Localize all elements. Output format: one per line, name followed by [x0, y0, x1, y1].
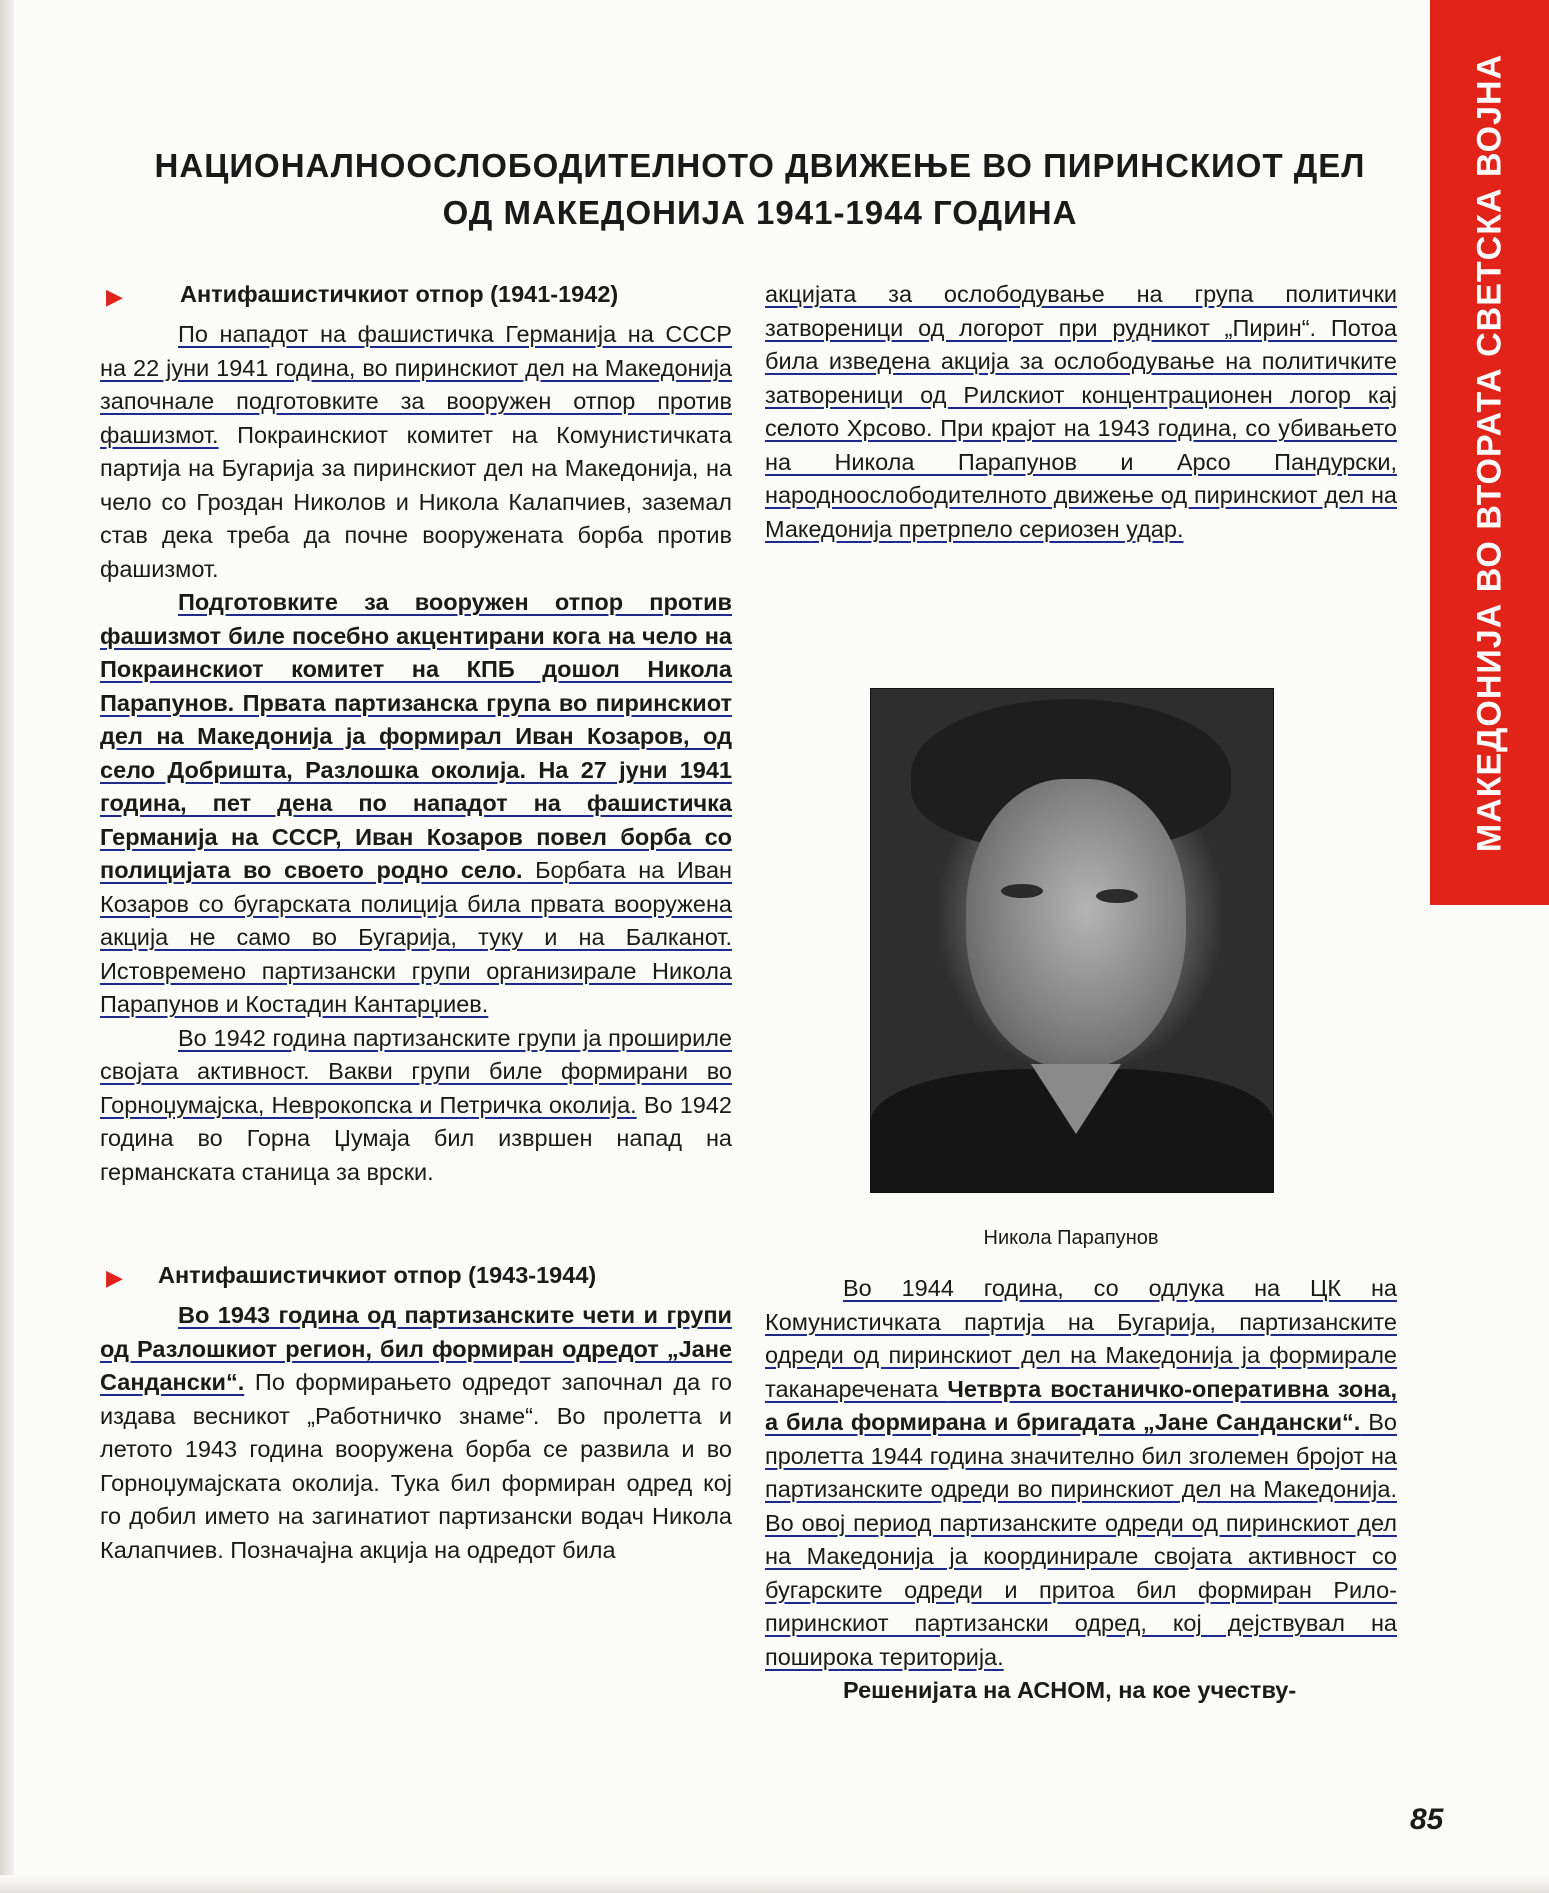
photo-caption: Никола Парапунов [983, 1227, 1159, 1249]
page-number: 85 [1410, 1803, 1444, 1836]
page-edge-bottom [0, 1875, 1549, 1893]
left-column [100, 278, 732, 1567]
right-column-lower [765, 1272, 1397, 1708]
section-heading-1943-1944: ▶ Антифашистичкиот отпор (1943-1944) [100, 1259, 732, 1299]
red-triangle-bullet-icon: ▶ [106, 284, 123, 309]
paragraph: Во 1943 година од партизанските чети и групи од Разлошкиот регион, бил формиран одредот „Јане Сандански“. По формирањето одредот започнал да го издава весникот „Работничко знаме“. Во пролетта и летото 1943 година вооружена борба се развила и во Горноџумајската околија. Тука бил формиран одред кој го добил името на загинатиот партизански водач Никола Калапчиев. Позначајна акција на одредот била [100, 1302, 732, 1563]
page-edge-left [0, 0, 14, 1893]
section-heading-1941-1942: ▶ Антифашистичкиот отпор (1941-1942) [100, 278, 732, 318]
paragraph: акцијата за ослободување на група политички затвореници од логорот при рудникот „Пирин“. Потоа била изведена акција за ослободување на политичките затвореници од Рилскиот концентрационен логор кај селото Хрсово. При крајот на 1943 година, со убивањето на Никола Парапунов и Арсо Пандурски, народноослободителното движење од пиринскиот дел на Македонија претрпело сериозен удар. [765, 281, 1397, 542]
page-title [110, 142, 1410, 236]
chapter-side-tab-label: МАКЕДОНИЈА ВО ВТОРАТА СВЕТСКА ВОЈНА [1470, 53, 1508, 852]
paragraph: Решенијата на АСНОМ, на кое учеству- [843, 1677, 1297, 1703]
page-title-line2: ОД МАКЕДОНИЈА 1941-1944 ГОДИНА [442, 194, 1078, 231]
paragraph: Во 1944 година, со одлука на ЦК на Комунистичката партија на Бугарија, партизанските одреди од пиринскиот дел на Македонија ја формирале таканаречената Четврта востаничко-оперативна зона, а била формирана и бригадата „Јане Сандански“. Во пролетта 1944 година значително бил зголемен бројот на партизанските одреди во пиринскиот дел на Македонија. Во овој период партизанските одреди од пиринскиот дел на Македонија ја координирале својата активност со бугарските одреди и притоа бил формиран Рило-пиринскиот партизански одред, кој дејствувал на поширока територија. [765, 1275, 1397, 1670]
red-triangle-bullet-icon: ▶ [106, 1265, 123, 1290]
portrait-photo [870, 688, 1274, 1193]
chapter-side-tab [1430, 0, 1549, 905]
paragraph: Подготовките за вооружен отпор против фашизмот биле посебно акцентирани кога на чело на Покраинскиот комитет на КПБ дошол Никола Парапунов. Првата партизанска група во пиринскиот дел на Македонија ја формирал Иван Козаров, од село Добришта, Разлошка околија. На 27 јуни 1941 година, пет дена по нападот на фашистичка Германија на СССР, Иван Козаров повел борба со полицијата во своето родно село. Борбата на Иван Козаров со бугарската полиција била првата вооружена акција не само во Бугарија, туку и на Балканот. Истовремено партизански групи организирале Никола Парапунов и Костадин Кантарџиев. [100, 589, 732, 1017]
paragraph: По нападот на фашистичка Германија на СССР на 22 јуни 1941 година, во пиринскиот дел на Македонија започнале подготовките за вооружен отпор против фашизмот. Покраинскиот комитет на Комунистичката партија на Бугарија за пиринскиот дел на Македонија, на чело со Гроздан Николов и Никола Калапчиев, заземал став дека треба да почне вооружената борба против фашизмот. [100, 321, 732, 582]
paragraph: Во 1942 година партизанските групи ја прошириле својата активност. Вакви групи биле формирани во Горноџумајска, Неврокопска и Петричка околија. Во 1942 година во Горна Џумаја бил извршен напад на германската станица за врски. [100, 1024, 732, 1185]
right-column [765, 278, 1397, 546]
page-title-line1: НАЦИОНАЛНООСЛОБОДИТЕЛНОТО ДВИЖЕЊЕ ВО ПИРИНСКИОТ ДЕЛ [154, 147, 1366, 184]
